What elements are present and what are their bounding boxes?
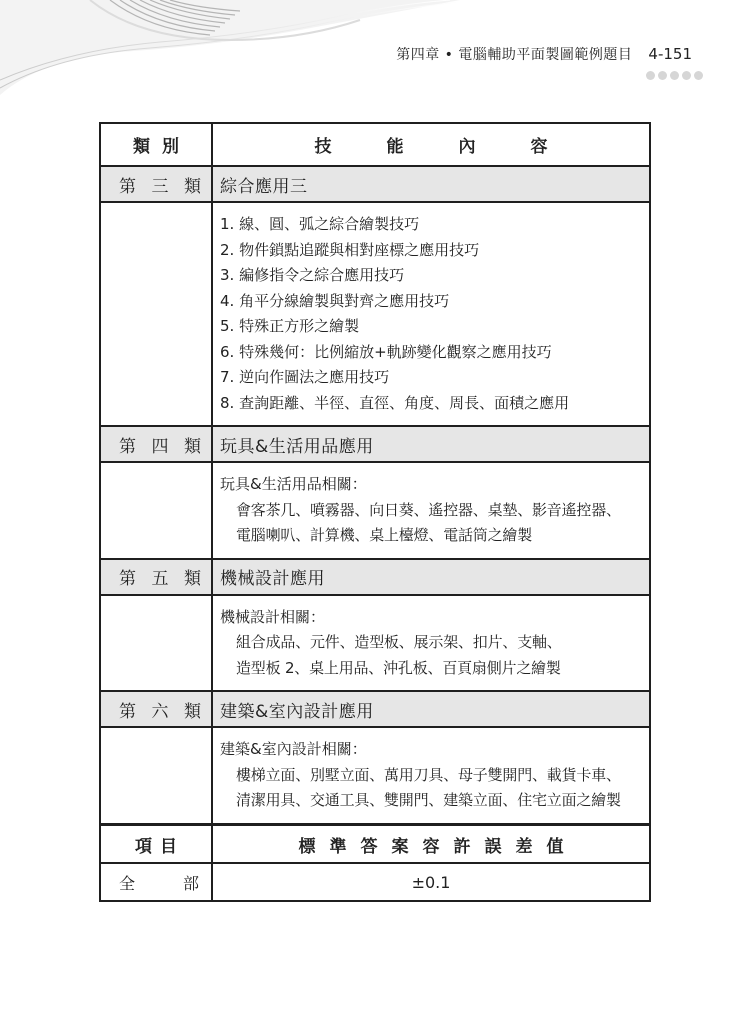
category-content — [212, 202, 650, 426]
list-item: 7. 逆向作圖法之應用技巧 — [220, 368, 390, 386]
content-line: 組合成品、元件、造型板、展示架、扣片、支軸、 — [236, 633, 562, 651]
category-row — [100, 166, 650, 202]
category-row — [100, 559, 650, 595]
content-line: 造型板 2、桌上用品、沖孔板、百頁扇側片之繪製 — [236, 658, 561, 677]
category-title: 玩具&生活用品應用 — [212, 426, 650, 462]
category-content — [212, 727, 650, 824]
tolerance-table — [99, 824, 651, 902]
category-content-row — [100, 595, 650, 692]
category-content-row — [100, 202, 650, 426]
dot-icon — [682, 71, 691, 80]
dot-icon — [658, 71, 667, 80]
content-intro: 機械設計相關： — [220, 607, 326, 626]
header-tolerance: 標準答案容許誤差值 — [212, 825, 650, 863]
category-row — [100, 426, 650, 462]
content-intro: 玩具&生活用品相關： — [220, 475, 367, 493]
category-title: 綜合應用三 — [212, 166, 650, 202]
category-title: 建築&室內設計應用 — [212, 691, 650, 727]
table-header-row — [100, 825, 650, 863]
dot-icon — [670, 71, 679, 80]
content-line: 電腦喇叭、計算機、桌上檯燈、電話筒之繪製 — [236, 526, 533, 544]
category-label: 第 五 類 — [100, 559, 212, 595]
table-row — [100, 863, 650, 901]
running-header — [250, 44, 692, 64]
content-line: 樓梯立面、別墅立面、萬用刀具、母子雙開門、載貨卡車、 — [236, 765, 621, 784]
list-item: 6. 特殊幾何：比例縮放+軌跡變化觀察之應用技巧 — [220, 342, 552, 361]
header-item: 項目 — [100, 825, 212, 863]
tolerance-value: ±0.1 — [212, 863, 650, 901]
category-content-row — [100, 462, 650, 559]
decorative-dots — [646, 71, 703, 80]
header-category: 類別 — [100, 123, 212, 166]
chapter-title: 第四章 • 電腦輔助平面製圖範例題目 — [396, 47, 633, 63]
dot-icon — [694, 71, 703, 80]
category-content-row — [100, 727, 650, 824]
skills-table — [99, 122, 651, 825]
category-label: 第 三 類 — [100, 166, 212, 202]
list-item: 3. 編修指令之綜合應用技巧 — [220, 266, 405, 284]
header-content: 技能內容 — [212, 123, 650, 166]
category-content — [212, 595, 650, 692]
content-line: 會客茶几、噴霧器、向日葵、遙控器、桌墊、影音遙控器、 — [236, 500, 621, 519]
page-number: 4-151 — [648, 45, 692, 63]
content-intro: 建築&室內設計相關： — [220, 740, 367, 758]
list-item: 2. 物件鎖點追蹤與相對座標之應用技巧 — [220, 240, 480, 259]
dot-icon — [646, 71, 655, 80]
list-item: 5. 特殊正方形之繪製 — [220, 317, 360, 335]
category-label: 第 六 類 — [100, 691, 212, 727]
list-item: 1. 線、圓、弧之綜合繪製技巧 — [220, 215, 420, 233]
category-row — [100, 691, 650, 727]
row-label: 全 部 — [100, 863, 212, 901]
category-title: 機械設計應用 — [212, 559, 650, 595]
category-label: 第 四 類 — [100, 426, 212, 462]
list-item: 8. 查詢距離、半徑、直徑、角度、周長、面積之應用 — [220, 393, 570, 412]
list-item: 4. 角平分線繪製與對齊之應用技巧 — [220, 291, 450, 310]
content-line: 清潔用具、交通工具、雙開門、建築立面、住宅立面之繪製 — [236, 791, 621, 809]
table-header-row — [100, 123, 650, 166]
category-content — [212, 462, 650, 559]
